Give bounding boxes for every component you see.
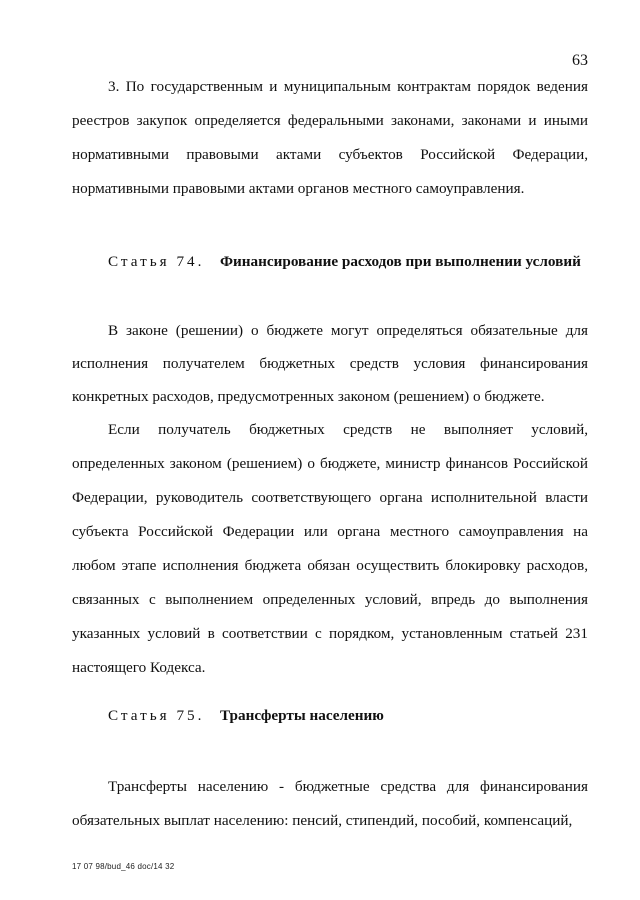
article-75-label: Статья 75.	[108, 707, 205, 724]
article-74-label: Статья 74.	[108, 253, 205, 270]
article-74-paragraph-2: Если получатель бюджетных средств не выполняет условий, определенных законом (решением) о бюджете, министр финансов Российской Федерации, руководитель соответствующего органа исполнительной власти субъекта Российской Федерации или органа местного самоуправления на любом этапе исполнения бюджета обязан осуществить блокировку расходов, связанных с выполнением определенных условий, впредь до выполнения указанных условий в соответствии с порядком, установленным статьей 231 настоящего Кодекса.	[72, 421, 588, 676]
file-reference-footer: 17 07 98/bud_46 doc/14 32	[72, 862, 175, 871]
paragraph-3	[72, 70, 588, 206]
article-75-heading	[108, 706, 598, 726]
article-75-body	[72, 770, 588, 838]
article-75-paragraph-1: Трансферты населению - бюджетные средства для финансирования обязательных выплат населению: пенсий, стипендий, пособий, компенсаций,	[72, 778, 588, 829]
article-74-paragraph-1: В законе (решении) о бюджете могут определяться обязательные для исполнения получателем бюджетных средств условия финансирования конкретных расходов, предусмотренных законом (решением) о бюджете.	[72, 322, 588, 405]
paragraph-3-text: 3. По государственным и муниципальным контрактам порядок ведения реестров закупок определяется федеральными законами, законами и иными нормативными правовыми актами субъектов Российской Федерации, нормативными правовыми актами органов местного самоуправления.	[72, 78, 588, 197]
article-74-body	[72, 314, 588, 685]
article-74-heading	[108, 252, 598, 272]
article-74-title: Финансирование расходов при выполнении условий	[220, 253, 581, 270]
article-75-title: Трансферты населению	[220, 707, 384, 724]
page-number: 63	[572, 52, 588, 69]
